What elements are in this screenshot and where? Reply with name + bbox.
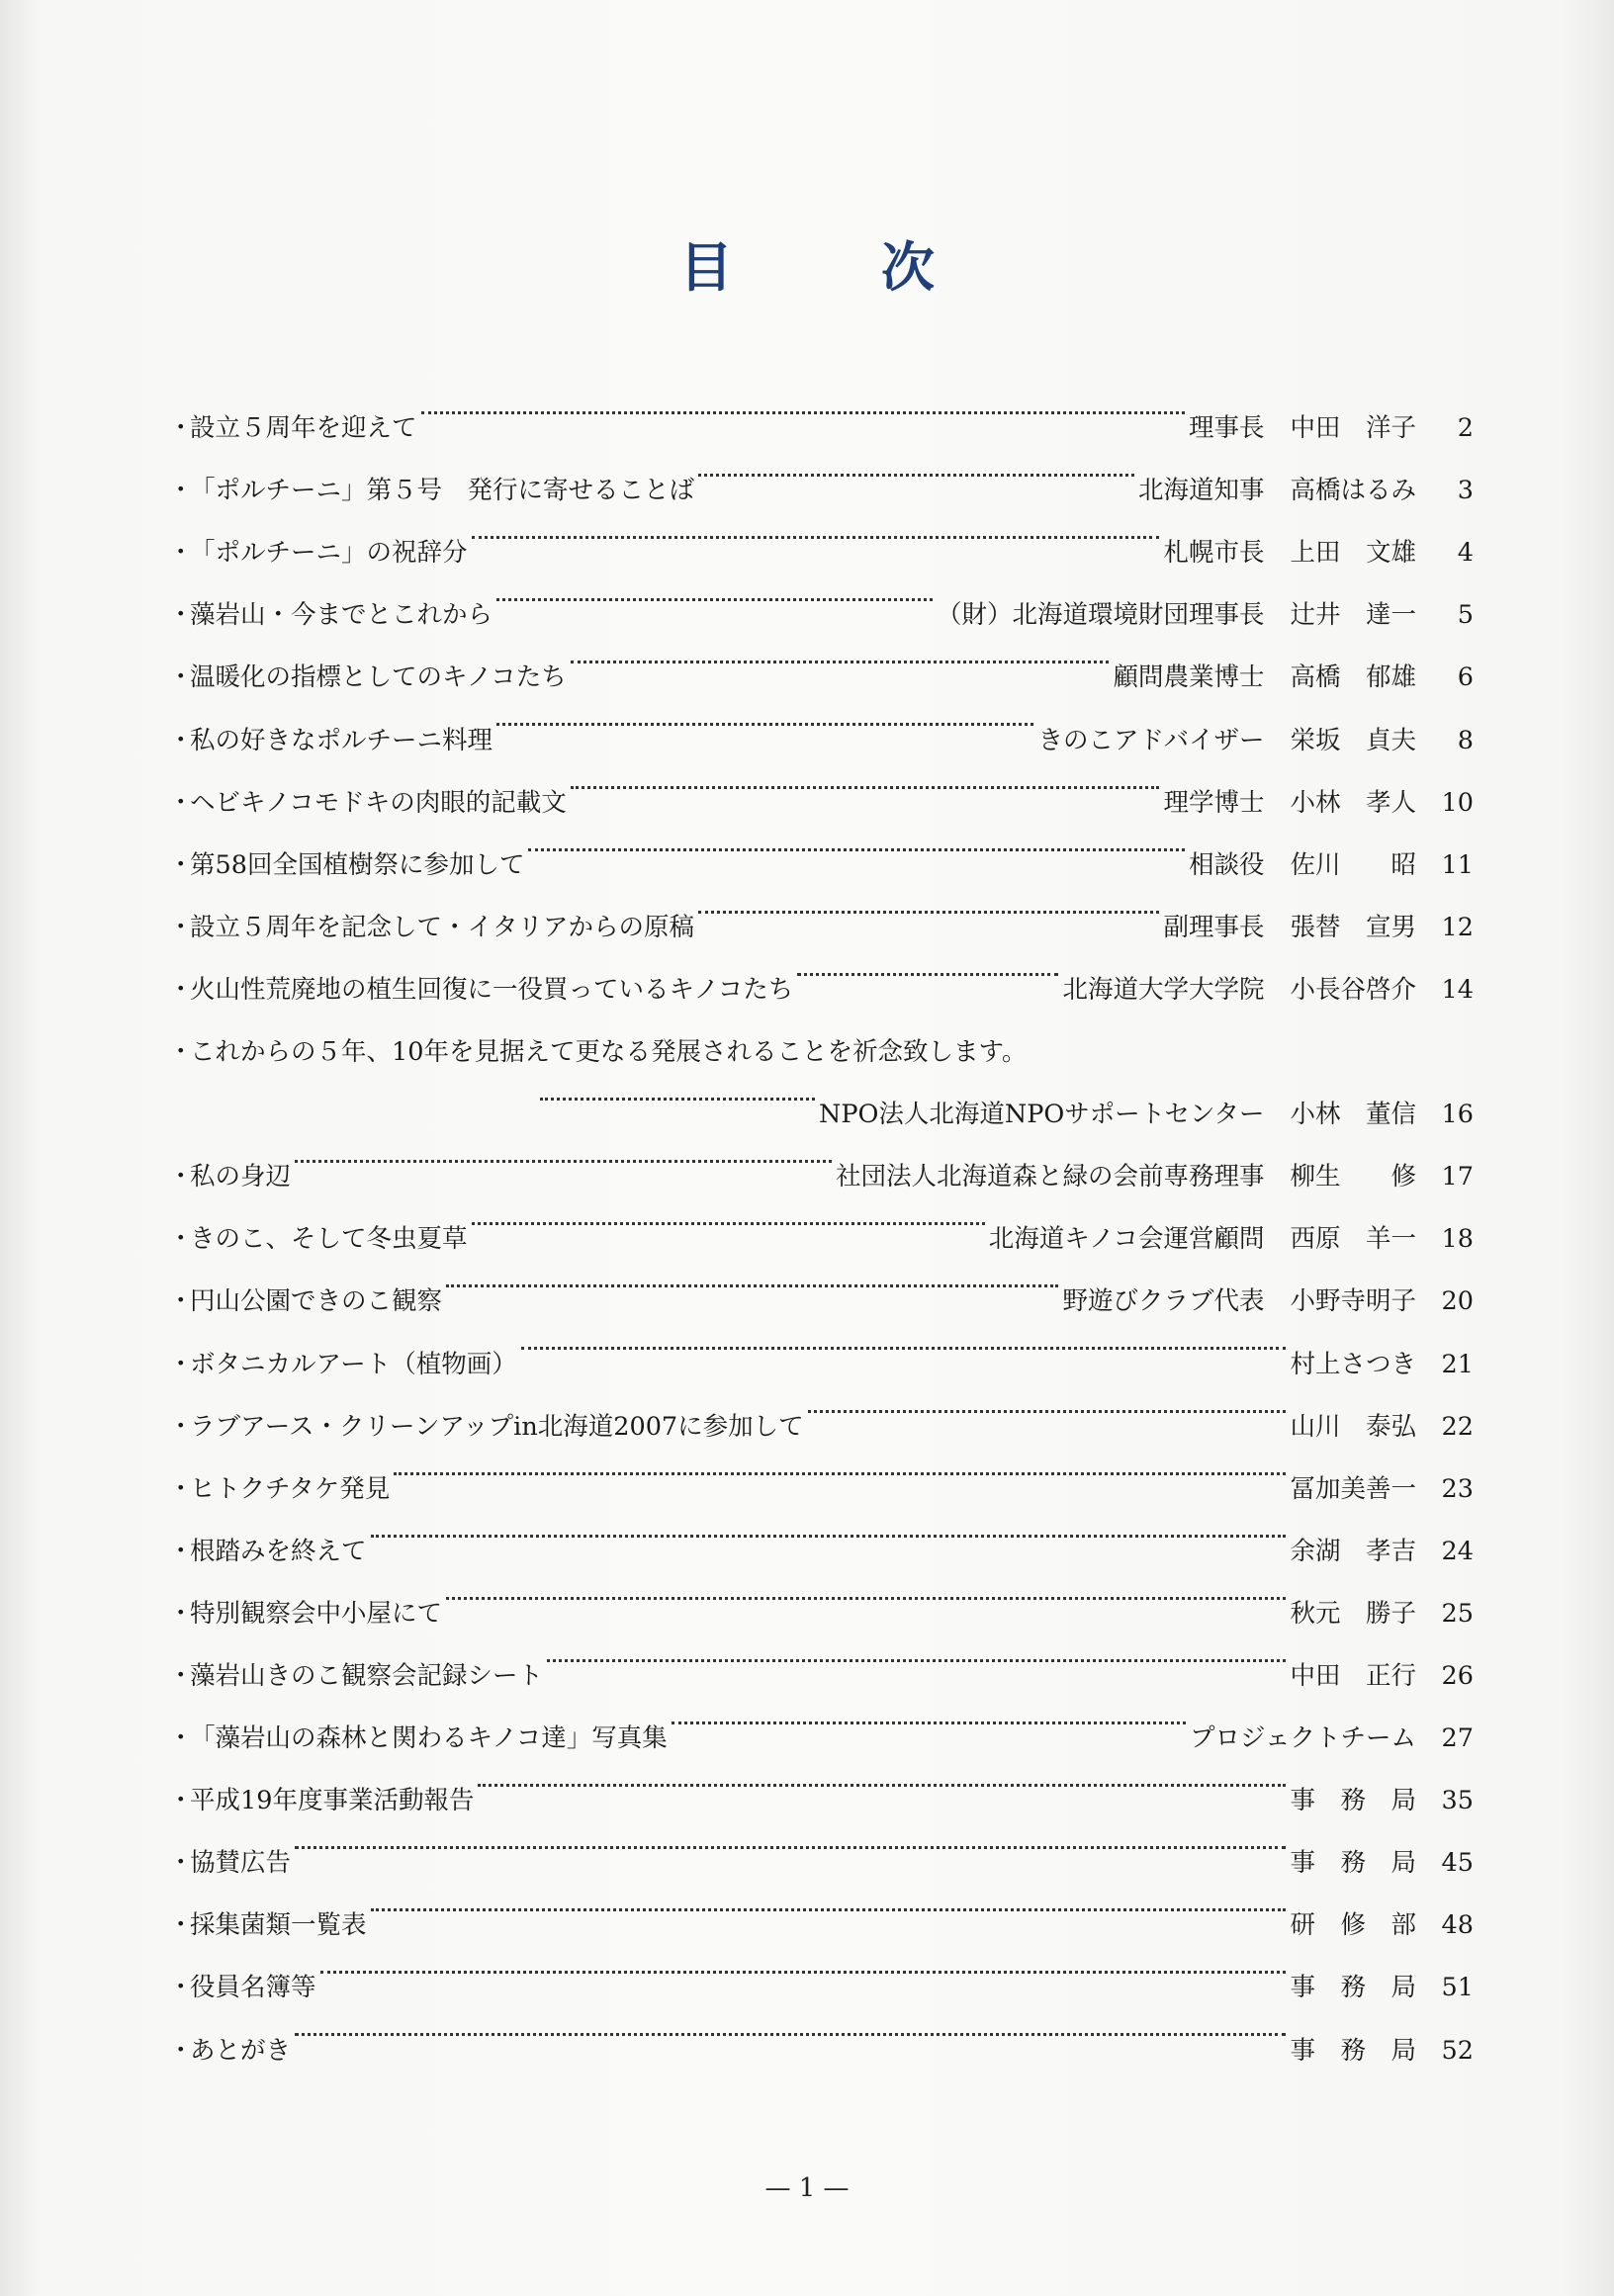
entry-author <box>1163 522 1416 584</box>
bullet: ・ <box>168 1286 194 1317</box>
entry-author <box>1290 1334 1416 1396</box>
entry-title: 私の身辺 <box>190 1162 292 1192</box>
toc-row <box>168 1871 1474 1941</box>
dot-leader <box>528 811 1185 873</box>
title-char-2: 次 <box>881 236 935 299</box>
author-role: 野遊びクラブ代表 <box>1062 1286 1265 1317</box>
toc-row <box>168 1809 1474 1879</box>
author-name: 事 務 局 <box>1290 1973 1416 2003</box>
author-name: 小長谷啓介 <box>1290 974 1416 1005</box>
entry-title: 藻岩山・今までとこれから <box>190 600 493 631</box>
entry-title: 協賛広告 <box>190 1848 292 1879</box>
dot-leader <box>472 498 1160 561</box>
entry-page: 24 <box>1441 1536 1474 1566</box>
entry-page: 20 <box>1441 1286 1474 1317</box>
bullet: ・ <box>168 662 194 693</box>
entry-page: 48 <box>1441 1910 1474 1941</box>
author-role: 北海道キノコ会運営顧問 <box>988 1224 1265 1255</box>
entry-title: 設立５周年を迎えて <box>190 413 417 444</box>
entry-page: 12 <box>1441 912 1474 942</box>
entry-title: 特別観察会中小屋にて <box>190 1598 443 1629</box>
dot-leader <box>371 1871 1287 1933</box>
bullet: ・ <box>168 600 194 631</box>
bullet: ・ <box>168 1037 194 1068</box>
entry-title: 私の好きなポルチーニ料理 <box>190 725 493 755</box>
author-name: 余湖 孝吉 <box>1290 1536 1416 1566</box>
entry-title: ヘビキノコモドキの肉眼的記載文 <box>190 787 567 818</box>
dot-leader <box>295 1122 832 1185</box>
dot-leader <box>295 1809 1286 1871</box>
author-name: 山川 泰弘 <box>1290 1411 1416 1442</box>
entry-author <box>1189 835 1416 897</box>
author-role: 顧問農業博士 <box>1113 662 1265 693</box>
bullet: ・ <box>168 1162 194 1192</box>
page-number-footer: — 1 — <box>764 2173 850 2203</box>
dot-leader <box>571 623 1110 685</box>
entry-page: 51 <box>1441 1973 1474 2003</box>
entry-title: 「ポルチーニ」の祝辞分 <box>190 538 468 569</box>
entry-author <box>1290 1583 1416 1645</box>
author-name: 事 務 局 <box>1290 1848 1416 1879</box>
author-name: 秋元 勝子 <box>1290 1598 1416 1629</box>
toc-row <box>168 374 1474 444</box>
entry-page: 10 <box>1441 787 1474 818</box>
entry-page: 6 <box>1457 662 1474 693</box>
dot-leader <box>698 436 1134 498</box>
entry-page: 16 <box>1441 1100 1474 1130</box>
dot-leader <box>472 1185 985 1247</box>
bullet: ・ <box>168 1598 194 1629</box>
dot-leader <box>478 1746 1286 1809</box>
entry-title: きのこ、そして冬虫夏草 <box>190 1224 468 1255</box>
author-name: 事 務 局 <box>1290 2035 1416 2066</box>
author-role: 理学博士 <box>1163 787 1265 818</box>
entry-page: 52 <box>1441 2035 1474 2066</box>
entry-page: 26 <box>1441 1660 1474 1691</box>
author-name: プロジェクトチーム <box>1190 1723 1416 1754</box>
leader-spacer <box>1031 998 1470 1060</box>
entry-page: 18 <box>1441 1224 1474 1255</box>
title-char-1: 目 <box>679 236 733 299</box>
entry-author <box>1290 1770 1416 1832</box>
entry-page: 2 <box>1457 413 1474 444</box>
dot-leader <box>547 1622 1286 1684</box>
author-name: 研 修 部 <box>1290 1910 1416 1941</box>
bullet: ・ <box>168 1973 194 2003</box>
entry-title: 採集菌類一覧表 <box>190 1910 367 1941</box>
author-name: 中田 正行 <box>1290 1660 1416 1691</box>
entry-page: 5 <box>1457 600 1474 631</box>
entry-title: 第58回全国植樹祭に参加して <box>190 849 525 880</box>
author-role: 相談役 <box>1188 849 1265 880</box>
table-of-contents <box>168 374 1474 2066</box>
entry-title: 火山性荒廃地の植生回復に一役買っているキノコたち <box>190 974 794 1005</box>
entry-author <box>1290 1645 1416 1708</box>
page-title <box>0 225 1614 302</box>
bullet: ・ <box>168 2035 194 2066</box>
entry-page: 25 <box>1441 1598 1474 1629</box>
dot-leader <box>446 1247 1058 1309</box>
entry-author <box>1290 2020 1416 2082</box>
entry-author <box>1290 1957 1416 2019</box>
dot-leader <box>808 1372 1287 1435</box>
author-name: 小林 孝人 <box>1290 787 1416 818</box>
author-name: 張替 宣男 <box>1290 912 1416 942</box>
entry-author <box>1290 1895 1416 1957</box>
dot-leader <box>540 1060 815 1122</box>
author-role: 社団法人北海道森と緑の会前専務理事 <box>835 1162 1265 1192</box>
bullet: ・ <box>168 476 194 506</box>
dot-leader <box>394 1435 1286 1497</box>
bullet: ・ <box>168 974 194 1005</box>
bullet: ・ <box>168 1473 194 1504</box>
bullet: ・ <box>168 787 194 818</box>
author-role: きのこアドバイザー <box>1037 725 1265 755</box>
author-name: 上田 文雄 <box>1290 538 1416 569</box>
dot-leader <box>320 1933 1287 1995</box>
entry-title: ラブアース・クリーンアップin北海道2007に参加して <box>190 1411 804 1442</box>
entry-title: ヒトクチタケ発見 <box>190 1473 391 1504</box>
author-name: 高橋はるみ <box>1290 476 1416 506</box>
entry-author <box>1163 772 1416 835</box>
author-name: 西原 羊一 <box>1290 1224 1416 1255</box>
dot-leader <box>421 374 1185 436</box>
entry-title: 平成19年度事業活動報告 <box>190 1786 475 1816</box>
bullet: ・ <box>168 1536 194 1566</box>
entry-page: 11 <box>1441 849 1474 880</box>
entry-page: 8 <box>1457 725 1474 755</box>
entry-title: あとがき <box>190 2035 292 2066</box>
dot-leader <box>672 1684 1186 1746</box>
author-name: 辻井 達一 <box>1290 600 1416 631</box>
toc-row <box>168 1995 1474 2066</box>
entry-page: 14 <box>1441 974 1474 1005</box>
author-name: 村上さつき <box>1290 1349 1416 1379</box>
author-name: 事 務 局 <box>1290 1786 1416 1816</box>
entry-page: 4 <box>1457 538 1474 569</box>
bullet: ・ <box>168 538 194 569</box>
dot-leader <box>371 1497 1287 1559</box>
entry-page: 45 <box>1441 1848 1474 1879</box>
entry-author <box>819 1084 1416 1146</box>
entry-title: これからの５年、10年を見据えて更なる発展されることを祈念致します。 <box>190 1037 1028 1068</box>
entry-page: 23 <box>1441 1473 1474 1504</box>
bullet: ・ <box>168 1910 194 1941</box>
dot-leader <box>571 749 1160 811</box>
entry-title: 円山公園できのこ観察 <box>190 1286 443 1317</box>
dot-leader <box>797 935 1058 998</box>
dot-leader <box>496 561 933 623</box>
entry-title: 「藻岩山の森林と関わるキノコ達」写真集 <box>190 1723 668 1754</box>
bullet: ・ <box>168 1660 194 1691</box>
entry-author <box>1290 1521 1416 1583</box>
entry-title: 温暖化の指標としてのキノコたち <box>190 662 567 693</box>
entry-page: 22 <box>1441 1411 1474 1442</box>
entry-author <box>1290 1458 1416 1521</box>
entry-author <box>1290 1832 1416 1895</box>
entry-page: 27 <box>1441 1723 1474 1754</box>
author-role: 北海道大学大学院 <box>1062 974 1265 1005</box>
bullet: ・ <box>168 849 194 880</box>
entry-author <box>1138 460 1416 522</box>
dot-leader <box>496 685 1033 748</box>
entry-author <box>1189 397 1416 460</box>
bullet: ・ <box>168 1349 194 1379</box>
bullet: ・ <box>168 1224 194 1255</box>
entry-title: 設立５周年を記念して・イタリアからの原稿 <box>190 912 695 942</box>
author-name: 佐川 昭 <box>1290 849 1416 880</box>
author-role: 札幌市長 <box>1163 538 1265 569</box>
bullet: ・ <box>168 912 194 942</box>
author-name: 高橋 郁雄 <box>1290 662 1416 693</box>
entry-title: 藻岩山きのこ観察会記録シート <box>190 1660 544 1691</box>
author-name: 小林 董信 <box>1290 1100 1416 1130</box>
bullet: ・ <box>168 725 194 755</box>
entry-title: ボタニカルアート（植物画） <box>190 1349 517 1379</box>
dot-leader <box>698 873 1159 935</box>
bullet: ・ <box>168 1723 194 1754</box>
entry-author <box>1290 1396 1416 1458</box>
toc-row <box>168 1933 1474 2003</box>
entry-title: 役員名簿等 <box>190 1973 316 2003</box>
entry-page: 21 <box>1441 1349 1474 1379</box>
dot-leader <box>295 1995 1286 2058</box>
author-role: 理事長 <box>1188 413 1265 444</box>
entry-page: 17 <box>1441 1162 1474 1192</box>
bullet: ・ <box>168 1786 194 1816</box>
author-role: 副理事長 <box>1163 912 1265 942</box>
author-role: NPO法人北海道NPOサポートセンター <box>819 1100 1265 1130</box>
entry-page: 3 <box>1457 476 1474 506</box>
entry-author <box>1163 897 1416 959</box>
bullet: ・ <box>168 1848 194 1879</box>
dot-leader <box>446 1559 1286 1622</box>
entry-title: 根踏みを終えて <box>190 1536 367 1566</box>
dot-leader <box>521 1309 1287 1371</box>
entry-page: 35 <box>1441 1786 1474 1816</box>
author-name: 中田 洋子 <box>1290 413 1416 444</box>
bullet: ・ <box>168 413 194 444</box>
entry-title: 「ポルチーニ」第５号 発行に寄せることば <box>190 476 695 506</box>
author-role: 北海道知事 <box>1137 476 1265 506</box>
author-role: （財）北海道環境財団理事長 <box>936 600 1265 631</box>
author-name: 柳生 修 <box>1290 1162 1416 1192</box>
bullet: ・ <box>168 1411 194 1442</box>
entry-author <box>1113 647 1416 709</box>
author-name: 栄坂 貞夫 <box>1290 725 1416 755</box>
author-name: 小野寺明子 <box>1290 1286 1416 1317</box>
author-name: 冨加美善一 <box>1290 1473 1416 1504</box>
